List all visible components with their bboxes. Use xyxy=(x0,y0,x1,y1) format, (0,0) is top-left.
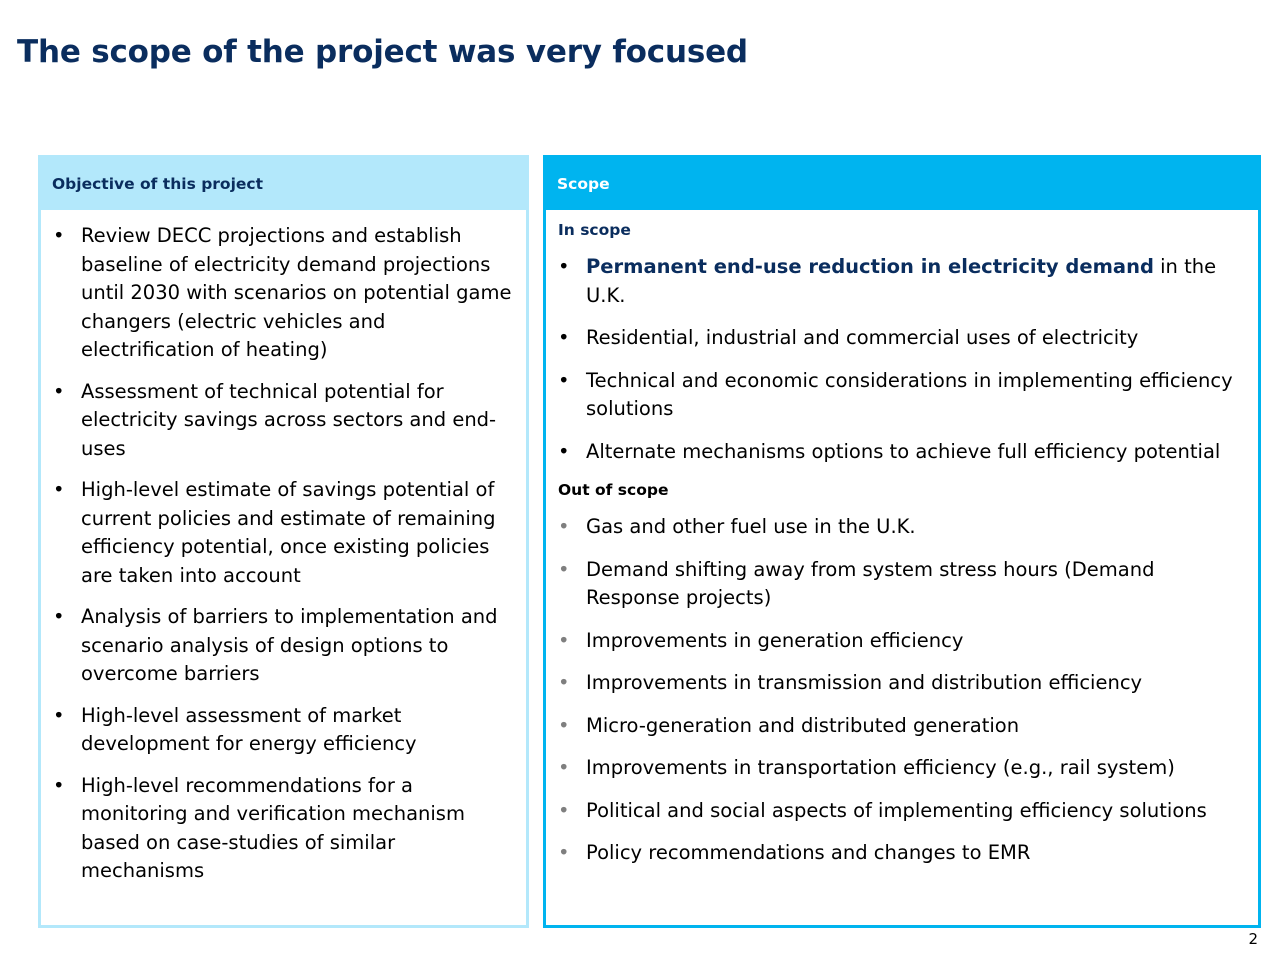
bullet-icon: • xyxy=(558,368,570,392)
out-of-scope-item: • Micro-generation and distributed generation xyxy=(558,712,1248,741)
out-of-scope-item: • Gas and other fuel use in the U.K. xyxy=(558,513,1248,542)
bullet-icon: • xyxy=(558,628,570,652)
out-of-scope-item: • Improvements in transmission and distribution efficiency xyxy=(558,669,1248,698)
in-scope-emphasis: Permanent end-use reduction in electricity demand xyxy=(586,255,1154,278)
out-of-scope-item: • Improvements in transportation efficiency (e.g., rail system) xyxy=(558,754,1248,783)
bullet-icon: • xyxy=(53,478,65,501)
bullet-icon: • xyxy=(558,671,570,694)
objective-panel xyxy=(38,155,529,928)
out-of-scope-item: • Policy recommendations and changes to EMR xyxy=(558,839,1248,868)
in-scope-heading: In scope xyxy=(558,221,631,239)
in-scope-item: • Permanent end-use reduction in electricity demand in the U.K. xyxy=(558,255,1217,307)
bullet-icon: • xyxy=(53,605,65,628)
out-of-scope-item: • Political and social aspects of implementing efficiency solutions xyxy=(558,797,1248,826)
out-of-scope-list xyxy=(558,513,1248,868)
page-title: The scope of the project was very focused xyxy=(17,34,748,70)
bullet-icon: • xyxy=(53,773,65,797)
bullet-icon: • xyxy=(558,439,570,463)
bullet-icon: • xyxy=(558,255,570,278)
bullet-icon: • xyxy=(53,703,65,727)
in-scope-item: • Alternate mechanisms options to achieve full efficiency potential xyxy=(558,438,1248,467)
objective-item: • High-level recommendations for a monitoring and verification mechanism based on case-studies of similar mechanisms xyxy=(53,773,465,882)
objective-header: Objective of this project xyxy=(41,158,526,210)
out-of-scope-heading: Out of scope xyxy=(558,481,669,499)
bullet-icon: • xyxy=(53,379,65,403)
out-of-scope-item: • Demand shifting away from system stress hours (Demand Response projects) xyxy=(558,557,1155,609)
in-scope-item: • Technical and economic considerations in implementing efficiency solutions xyxy=(558,368,1233,420)
objective-item: • Assessment of technical potential for electricity savings across sectors and end-uses xyxy=(53,379,497,460)
objective-list xyxy=(53,222,516,886)
objective-item: • Analysis of barriers to implementation and scenario analysis of design options to overcome barriers xyxy=(53,605,498,685)
bullet-icon: • xyxy=(558,557,570,581)
bullet-icon: • xyxy=(53,224,65,247)
bullet-icon: • xyxy=(558,841,570,864)
bullet-icon: • xyxy=(558,515,570,538)
scope-panel xyxy=(543,155,1261,928)
bullet-icon: • xyxy=(558,798,570,822)
objective-item: • Review DECC projections and establish baseline of electricity demand projections until 2030 with scenarios on potential game changers (electric vehicles and electrification of heating) xyxy=(53,224,512,361)
out-of-scope-item: • Improvements in generation efficiency xyxy=(558,627,1248,656)
in-scope-item: • Residential, industrial and commercial uses of electricity xyxy=(558,324,1248,353)
scope-header: Scope xyxy=(546,158,1258,210)
bullet-icon: • xyxy=(558,756,570,779)
bullet-icon: • xyxy=(558,713,570,737)
in-scope-list xyxy=(558,253,1248,466)
objective-item: • High-level estimate of savings potential of current policies and estimate of remaining efficiency potential, once existing policies are taken into account xyxy=(53,478,496,587)
objective-item: • High-level assessment of market development for energy efficiency xyxy=(53,703,417,755)
bullet-icon: • xyxy=(558,326,570,349)
page-number: 2 xyxy=(1248,930,1258,948)
